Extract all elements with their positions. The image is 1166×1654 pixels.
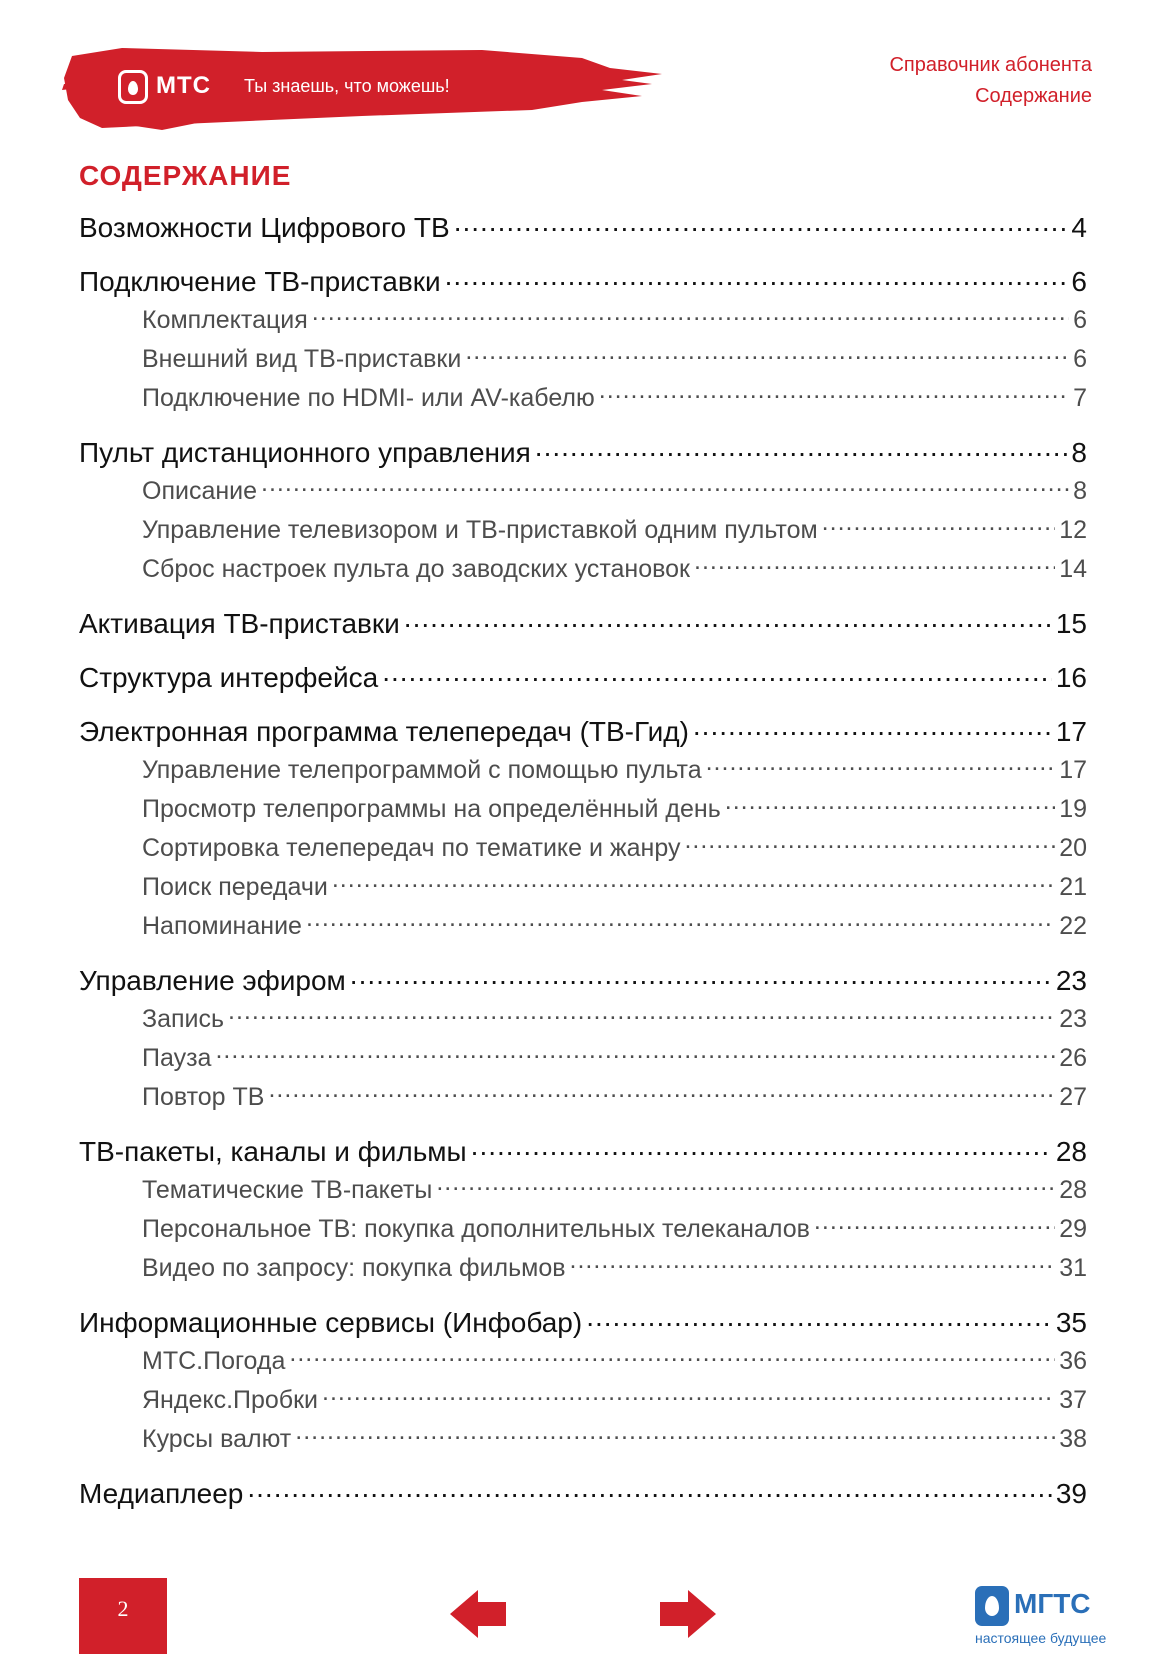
- dot-leader: [454, 209, 1068, 237]
- toc-subentry[interactable]: [79, 301, 1087, 340]
- toc-entry-title: Пауза: [142, 1044, 212, 1072]
- brand-name: МТС: [156, 72, 211, 99]
- toc-entry-title: Внешний вид ТВ-приставки: [142, 345, 462, 373]
- toc-entry-page: 16: [1055, 662, 1087, 693]
- dot-leader: [445, 263, 1068, 291]
- toc-subentry[interactable]: [79, 511, 1087, 550]
- toc-subentry[interactable]: [79, 829, 1087, 868]
- toc-entry-page: 39: [1055, 1478, 1087, 1509]
- dot-leader: [404, 605, 1052, 633]
- toc-entry-page: 28: [1059, 1176, 1087, 1204]
- toc-entry-page: 19: [1059, 795, 1087, 823]
- toc-entry-title: Персональное ТВ: покупка дополнительных телеканалов: [142, 1215, 810, 1243]
- toc-entry[interactable]: [79, 1474, 1087, 1513]
- toc-entry-page: 27: [1059, 1083, 1087, 1111]
- toc-entry-title: Управление телевизором и ТВ-приставкой одним пультом: [142, 516, 818, 544]
- toc-entry-title: Сортировка телепередач по тематике и жанру: [142, 834, 681, 862]
- toc-subentry[interactable]: [79, 340, 1087, 379]
- toc-entry-title: Структура интерфейса: [79, 662, 379, 693]
- toc-subentry[interactable]: [79, 1171, 1087, 1210]
- dot-leader: [586, 1304, 1052, 1332]
- toc-entry[interactable]: [79, 208, 1087, 247]
- toc-entry-title: Управление телепрограммой с помощью пульта: [142, 756, 702, 784]
- dot-leader: [215, 1041, 1055, 1066]
- toc-entry-page: 23: [1059, 1005, 1087, 1033]
- toc-subentry[interactable]: [79, 907, 1087, 946]
- dot-leader: [693, 713, 1052, 741]
- table-of-contents: [79, 208, 1087, 1513]
- dot-leader: [822, 513, 1056, 538]
- toc-entry[interactable]: [79, 961, 1087, 1000]
- dot-leader: [268, 1080, 1055, 1105]
- dot-leader: [684, 831, 1055, 856]
- toc-entry-page: 23: [1055, 965, 1087, 996]
- toc-subentry[interactable]: [79, 1078, 1087, 1117]
- toc-entry-page: 8: [1073, 477, 1087, 505]
- toc-subentry[interactable]: [79, 790, 1087, 829]
- mts-logo-icon: [118, 70, 148, 104]
- toc-entry-page: 17: [1059, 756, 1087, 784]
- dot-leader: [535, 434, 1068, 462]
- toc-entry-page: 21: [1059, 873, 1087, 901]
- toc-entry-title: Поиск передачи: [142, 873, 328, 901]
- toc-entry-title: Яндекс.Пробки: [142, 1386, 319, 1414]
- toc-entry-title: Тематические ТВ-пакеты: [142, 1176, 433, 1204]
- dot-leader: [436, 1173, 1055, 1198]
- dot-leader: [261, 474, 1069, 499]
- toc-subentry[interactable]: [79, 751, 1087, 790]
- dot-leader: [725, 792, 1055, 817]
- arrow-left-icon[interactable]: [450, 1588, 506, 1640]
- dot-leader: [382, 659, 1052, 687]
- toc-subentry[interactable]: [79, 472, 1087, 511]
- toc-entry-title: Управление эфиром: [79, 965, 346, 996]
- dot-leader: [289, 1344, 1055, 1369]
- brand-slogan: Ты знаешь, что можешь!: [244, 76, 450, 96]
- dot-leader: [332, 870, 1055, 895]
- toc-heading: СОДЕРЖАНИЕ: [79, 160, 292, 191]
- toc-entry-page: 7: [1073, 384, 1087, 412]
- dot-leader: [465, 342, 1069, 367]
- toc-entry-title: Пульт дистанционного управления: [79, 437, 531, 468]
- toc-subentry[interactable]: [79, 868, 1087, 907]
- dot-leader: [599, 381, 1069, 406]
- toc-entry-page: 6: [1073, 306, 1087, 334]
- toc-entry-title: Активация ТВ-приставки: [79, 608, 400, 639]
- toc-subentry[interactable]: [79, 1342, 1087, 1381]
- toc-entry[interactable]: [79, 1132, 1087, 1171]
- arrow-right-icon[interactable]: [660, 1588, 716, 1640]
- dot-leader: [350, 962, 1052, 990]
- dot-leader: [570, 1251, 1056, 1276]
- toc-subentry[interactable]: [79, 1210, 1087, 1249]
- toc-entry-title: Видео по запросу: покупка фильмов: [142, 1254, 566, 1282]
- toc-entry[interactable]: [79, 658, 1087, 697]
- toc-entry-title: Курсы валют: [142, 1425, 292, 1453]
- dot-leader: [295, 1422, 1055, 1447]
- dot-leader: [471, 1133, 1052, 1161]
- toc-entry-page: 22: [1059, 912, 1087, 940]
- toc-entry-page: 31: [1059, 1254, 1087, 1282]
- toc-entry-title: Напоминание: [142, 912, 302, 940]
- toc-entry[interactable]: [79, 712, 1087, 751]
- toc-entry-page: 6: [1071, 266, 1087, 297]
- toc-subentry[interactable]: [79, 1000, 1087, 1039]
- toc-entry-title: Описание: [142, 477, 258, 505]
- toc-subentry[interactable]: [79, 1039, 1087, 1078]
- toc-entry-page: 26: [1059, 1044, 1087, 1072]
- section-title: Содержание: [975, 85, 1092, 107]
- toc-entry-title: Медиаплеер: [79, 1478, 244, 1509]
- toc-entry-page: 6: [1073, 345, 1087, 373]
- dot-leader: [306, 909, 1055, 934]
- toc-entry[interactable]: [79, 604, 1087, 643]
- toc-entry-title: Подключение по HDMI- или AV-кабелю: [142, 384, 595, 412]
- toc-entry[interactable]: [79, 433, 1087, 472]
- toc-entry-title: Электронная программа телепередач (ТВ-Гид): [79, 716, 689, 747]
- toc-entry-title: Просмотр телепрограммы на определённый день: [142, 795, 721, 823]
- dot-leader: [814, 1212, 1055, 1237]
- toc-subentry[interactable]: [79, 1420, 1087, 1459]
- toc-entry-page: 36: [1059, 1347, 1087, 1375]
- toc-entry[interactable]: [79, 1303, 1087, 1342]
- toc-subentry[interactable]: [79, 379, 1087, 418]
- toc-subentry[interactable]: [79, 550, 1087, 589]
- doc-title: Справочник абонента: [889, 54, 1092, 76]
- toc-entry-page: 38: [1059, 1425, 1087, 1453]
- dot-leader: [694, 552, 1055, 577]
- toc-entry-page: 15: [1055, 608, 1087, 639]
- dot-leader: [322, 1383, 1055, 1408]
- toc-entry-title: МТС.Погода: [142, 1347, 286, 1375]
- toc-entry-title: ТВ-пакеты, каналы и фильмы: [79, 1136, 467, 1167]
- toc-entry-page: 4: [1071, 212, 1087, 243]
- toc-entry-title: Сброс настроек пульта до заводских установок: [142, 555, 690, 583]
- partner-slogan: настоящее будущее: [975, 1630, 1107, 1646]
- toc-entry-title: Запись: [142, 1005, 225, 1033]
- toc-entry-page: 12: [1059, 516, 1087, 544]
- toc-subentry[interactable]: [79, 1381, 1087, 1420]
- toc-entry-page: 14: [1059, 555, 1087, 583]
- dot-leader: [312, 303, 1069, 328]
- toc-entry-title: Комплектация: [142, 306, 308, 334]
- toc-entry-title: Информационные сервисы (Инфобар): [79, 1307, 583, 1338]
- toc-subentry[interactable]: [79, 1249, 1087, 1288]
- toc-entry-page: 17: [1055, 716, 1087, 747]
- toc-entry-page: 37: [1059, 1386, 1087, 1414]
- toc-entry-page: 29: [1059, 1215, 1087, 1243]
- partner-name: МГТС: [1014, 1588, 1091, 1619]
- toc-entry[interactable]: [79, 262, 1087, 301]
- toc-entry-page: 20: [1059, 834, 1087, 862]
- toc-entry-title: Подключение ТВ-приставки: [79, 266, 441, 297]
- dot-leader: [706, 753, 1056, 778]
- toc-entry-title: Повтор ТВ: [142, 1083, 265, 1111]
- page-number: 2: [79, 1578, 167, 1654]
- dot-leader: [228, 1002, 1055, 1027]
- dot-leader: [247, 1475, 1051, 1503]
- running-header: [889, 50, 1092, 112]
- toc-entry-title: Возможности Цифрового ТВ: [79, 212, 450, 243]
- mgts-logo-icon: [975, 1586, 1009, 1626]
- toc-entry-page: 28: [1055, 1136, 1087, 1167]
- toc-entry-page: 35: [1055, 1307, 1087, 1338]
- toc-entry-page: 8: [1071, 437, 1087, 468]
